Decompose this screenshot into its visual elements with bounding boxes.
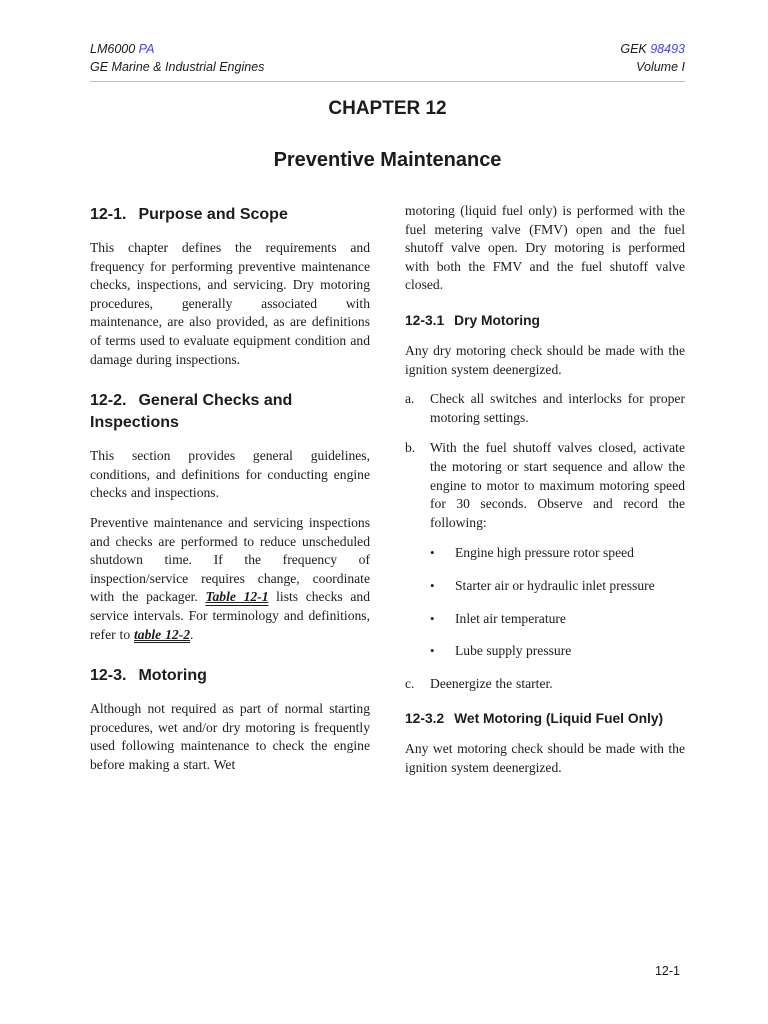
header-product-line — [90, 40, 264, 58]
header-doc-line — [620, 40, 685, 58]
bullet-icon: • — [430, 610, 435, 626]
section-number: 12-2. — [90, 392, 127, 410]
bullet-text: Engine high pressure rotor speed — [455, 545, 634, 561]
section-heading-12-2 — [90, 390, 370, 434]
bullet-text: Inlet air temperature — [455, 610, 566, 626]
left-column — [90, 202, 370, 788]
page-number: 12-1 — [654, 964, 680, 978]
subsection-heading-12-3-2 — [405, 710, 685, 728]
list-item-label: a. — [405, 391, 415, 407]
bullet-item — [405, 544, 685, 563]
section-number: 12-1. — [90, 206, 127, 223]
paragraph-text: Preventive maintenance and servicing inspections and checks are performed to reduce unscheduled shutdown time. If the frequency of inspection/service requires change, coordinate with the packager. — [90, 514, 370, 605]
section-number: 12-3. — [90, 667, 127, 685]
list-item-text: Deenergize the starter. — [430, 675, 553, 691]
paragraph — [90, 514, 370, 644]
chapter-title: CHAPTER 12 — [328, 98, 447, 119]
list-item-label: c. — [405, 675, 415, 691]
subsection-number: 12-3.1 — [405, 312, 445, 328]
product-variant: PA — [138, 42, 155, 56]
subsection-title: Wet Motoring (Liquid Fuel Only) — [454, 711, 664, 727]
bullet-item — [405, 577, 685, 596]
paragraph: Any dry motoring check should be made with the ignition system deenergized. — [405, 342, 685, 377]
list-item-text: Check all switches and interlocks for proper motoring settings. — [430, 391, 685, 425]
table-12-2-link[interactable]: table 12-2 — [134, 626, 191, 642]
paragraph: This chapter defines the requirements and frequency for performing preventive maintenance checks, inspections, and servicing. Dry motoring procedures, generally associated with maintenance, are also provided, as are definitions of terms used to evaluate equipment condition and damage during inspections. — [90, 240, 370, 367]
list-item-b — [405, 439, 685, 532]
body-columns — [90, 202, 685, 788]
product-name: LM6000 — [90, 42, 139, 56]
bullet-text: Starter air or hydraulic inlet pressure — [455, 577, 655, 593]
header-right — [620, 40, 685, 76]
list-item-text: With the fuel shutoff valves closed, activate the motoring or start sequence and allow the engine to motor to maximum motoring speed for 30 seconds. Observe and record the following: — [430, 440, 685, 530]
doc-number: 98493 — [650, 42, 685, 56]
section-title: General Checks and Inspections — [90, 392, 293, 432]
paragraph-text: lists checks and service intervals. For terminology and definitions, refer to — [90, 589, 371, 642]
paragraph: This section provides general guidelines, conditions, and definitions for conducting engine checks and inspections. — [90, 448, 370, 501]
section-title: Motoring — [138, 667, 207, 685]
bullet-icon: • — [430, 643, 435, 659]
header-division: GE Marine & Industrial Engines — [90, 60, 265, 74]
paragraph: motoring (liquid fuel only) is performed with the fuel metering valve (FMV) open and the fuel shutoff valve open. Dry motoring is performed with both the FMV and the fuel shutoff valve closed. — [405, 203, 685, 293]
section-title: Purpose and Scope — [138, 206, 288, 223]
subsection-title: Dry Motoring — [454, 312, 540, 328]
bullet-icon: • — [430, 545, 435, 561]
header-volume: Volume I — [636, 60, 685, 74]
running-header — [90, 40, 685, 82]
bullet-text: Lube supply pressure — [455, 643, 572, 659]
bullet-item — [405, 610, 685, 629]
paragraph: Any wet motoring check should be made with the ignition system deenergized. — [405, 741, 685, 775]
doc-prefix: GEK — [620, 42, 651, 56]
section-heading-12-3 — [90, 665, 370, 687]
right-column — [405, 202, 685, 788]
page-title: Preventive Maintenance — [273, 149, 502, 171]
paragraph: Although not required as part of normal starting procedures, wet and/or dry motoring is frequently used following maintenance to check the engine before making a start. Wet — [90, 701, 370, 772]
paragraph-text: . — [190, 626, 194, 642]
list-item-c — [405, 675, 685, 694]
subsection-heading-12-3-1 — [405, 312, 685, 330]
list-item-label: b. — [405, 440, 416, 456]
header-left — [90, 40, 264, 76]
bullet-icon: • — [430, 577, 435, 593]
section-heading-12-1 — [90, 204, 370, 226]
subsection-number: 12-3.2 — [405, 711, 445, 727]
list-item-a — [405, 390, 685, 427]
bullet-item — [405, 642, 685, 661]
table-12-1-link[interactable]: Table 12-1 — [205, 589, 269, 605]
